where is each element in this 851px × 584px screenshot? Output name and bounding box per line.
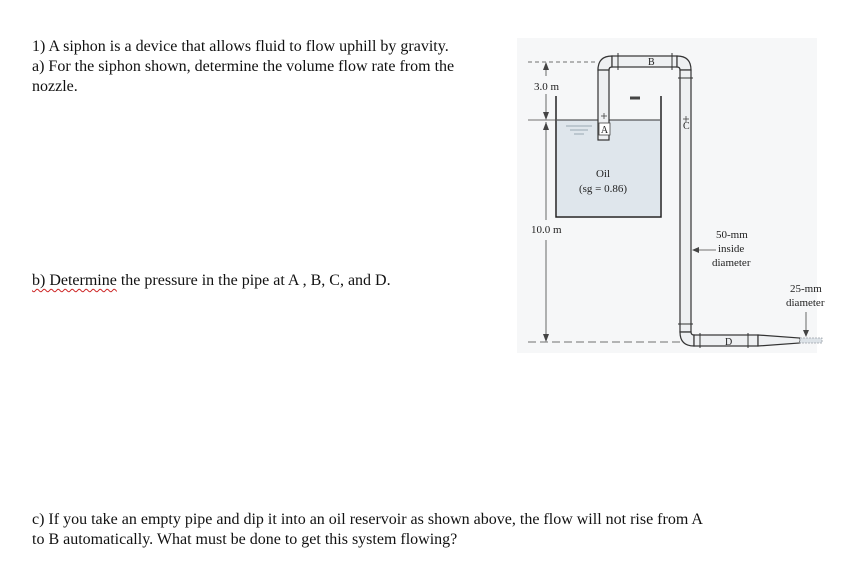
- question-c-line-2: to B automatically. What must be done to get this system flowing?: [32, 531, 458, 548]
- question-b-underlined: b) Determine: [32, 272, 117, 289]
- pipe-diameter-label-2: inside: [718, 243, 745, 255]
- pipe-diameter-label-1: 50-mm: [716, 229, 748, 241]
- question-1-line-3: nozzle.: [32, 78, 78, 95]
- point-c-label: C: [683, 121, 690, 132]
- dimension-10m-label: 10.0 m: [531, 224, 562, 236]
- question-1-line-1: 1) A siphon is a device that allows fluid to flow uphill by gravity.: [32, 38, 449, 55]
- nozzle-diameter-label-1: 25-mm: [790, 283, 822, 295]
- top-horizontal-pipe: [612, 56, 677, 67]
- nozzle-diameter-label-2: diameter: [786, 297, 825, 309]
- specific-gravity-label: (sg = 0.86): [578, 183, 628, 195]
- question-b-rest: the pressure in the pipe at A , B, C, and D.: [116, 272, 391, 289]
- point-a-label: A: [600, 125, 609, 136]
- pipe-diameter-label-3: diameter: [712, 257, 751, 269]
- nozzle-jet: [800, 338, 822, 343]
- point-d-label: D: [725, 337, 733, 348]
- question-c-line-1: c) If you take an empty pipe and dip it into an oil reservoir as shown above, the flow will not rise from A: [32, 511, 703, 528]
- dimension-3m-label: 3.0 m: [534, 81, 560, 93]
- question-1-line-2: a) For the siphon shown, determine the volume flow rate from the: [32, 58, 455, 75]
- outlet-leg: [680, 70, 691, 332]
- point-b-label: B: [648, 57, 655, 68]
- oil-label: Oil: [595, 168, 611, 180]
